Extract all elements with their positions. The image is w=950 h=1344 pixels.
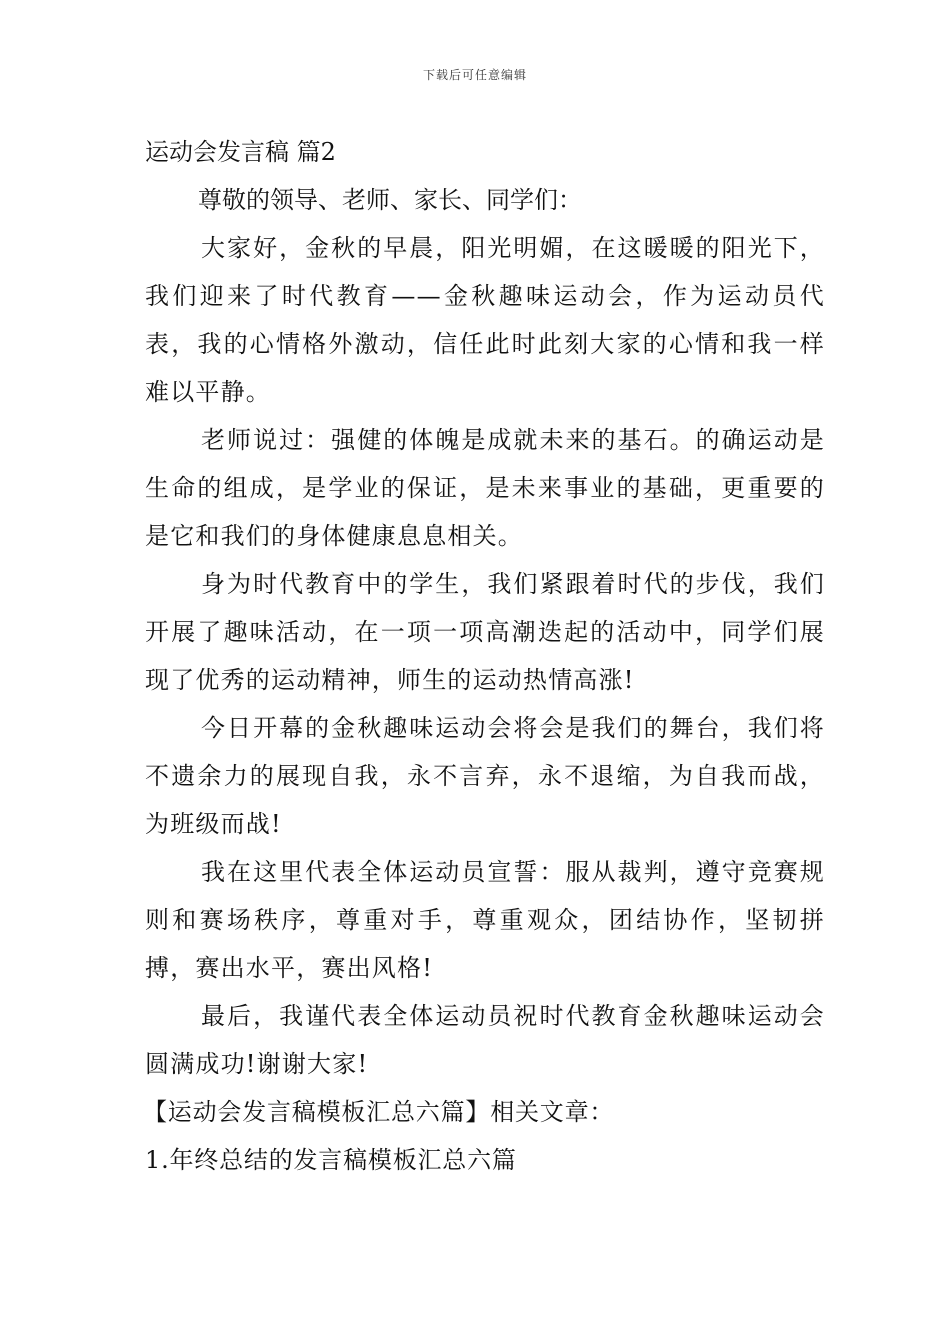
paragraph-2: 老师说过：强健的体魄是成就未来的基石。的确运动是生命的组成，是学业的保证，是未来事业的基础，更重要的是它和我们的身体健康息息相关。 — [145, 426, 825, 550]
paragraph-1: 大家好，金秋的早晨，阳光明媚，在这暖暖的阳光下，我们迎来了时代教育——金秋趣味运动会，作为运动员代表，我的心情格外激动，信任此时此刻大家的心情和我一样难以平静。 — [145, 234, 825, 406]
paragraph-4: 今日开幕的金秋趣味运动会将会是我们的舞台，我们将不遗余力的展现自我，永不言弃，永不退缩，为自我而战，为班级而战! — [145, 714, 825, 838]
greeting: 尊敬的领导、老师、家长、同学们： — [198, 186, 582, 214]
paragraph-6: 最后，我谨代表全体运动员祝时代教育金秋趣味运动会圆满成功!谢谢大家! — [145, 1002, 825, 1078]
article-body — [145, 128, 825, 1184]
article-title: 运动会发言稿 篇2 — [145, 138, 336, 166]
paragraph-3: 身为时代教育中的学生，我们紧跟着时代的步伐，我们开展了趣味活动，在一项一项高潮迭起的活动中，同学们展现了优秀的运动精神，师生的运动热情高涨! — [145, 570, 825, 694]
paragraph-5: 我在这里代表全体运动员宣誓：服从裁判，遵守竞赛规则和赛场秩序，尊重对手，尊重观众，团结协作，坚韧拼搏，赛出水平，赛出风格! — [145, 858, 825, 982]
related-article-link[interactable]: 1.年终总结的发言稿模板汇总六篇 — [145, 1146, 517, 1174]
related-articles-title: 【运动会发言稿模板汇总六篇】相关文章： — [143, 1098, 615, 1126]
header-note: 下载后可任意编辑 — [422, 68, 527, 82]
